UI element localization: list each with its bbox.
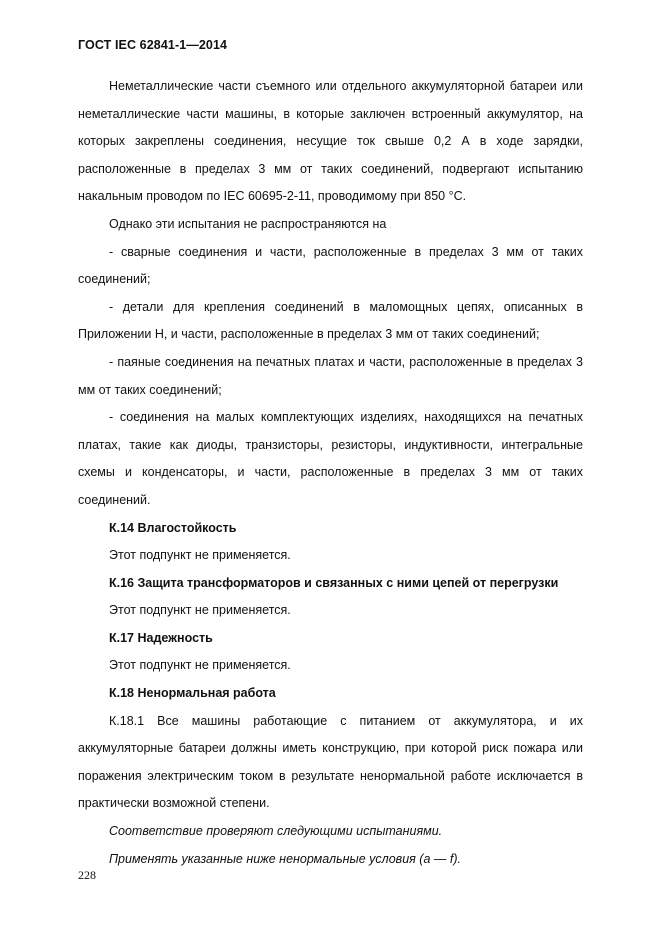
list-item-low-power: - детали для крепления соединений в маломощных цепях, описанных в Приложении Н, и части, расположенные в пределах 3 мм от таких соединений; (78, 299, 583, 342)
section-heading-k17: К.17 Надежность (109, 630, 213, 645)
section-heading-k16: К.16 Защита трансформаторов и связанных с ними цепей от перегрузки (109, 575, 559, 590)
compliance-note: Соответствие проверяют следующими испытаниями. (109, 824, 443, 839)
document-header: ГОСТ IEC 62841-1—2014 (78, 38, 228, 52)
section-heading-k18: К.18 Ненормальная работа (109, 686, 276, 701)
section-text-k14: Этот подпункт не применяется. (109, 548, 291, 563)
section-heading-k14: К.14 Влагостойкость (109, 520, 237, 535)
paragraph-exceptions-intro: Однако эти испытания не распространяются на (109, 216, 387, 231)
list-item-welded: - сварные соединения и части, расположенные в пределах 3 мм от таких соединений; (78, 244, 583, 287)
document-body (78, 73, 583, 873)
section-text-k17: Этот подпункт не применяется. (109, 658, 291, 673)
section-text-k18-1: К.18.1 Все машины работающие с питанием от аккумулятора, и их аккумуляторные батареи должны иметь конструкцию, при которой риск пожара или поражения электрическим током в результате ненормальной работе исключается в практически возможной степени. (78, 713, 583, 811)
page-number: 228 (78, 868, 96, 882)
abnormal-conditions-note: Применять указанные ниже ненормальные условия (а — f). (109, 851, 461, 866)
list-item-soldered: - паяные соединения на печатных платах и части, расположенные в пределах 3 мм от таких соединений; (78, 354, 583, 397)
paragraph-nonmetallic-parts: Неметаллические части съемного или отдельного аккумуляторной батареи или неметаллические части машины, в которые заключен встроенный аккумулятор, на которых закреплены соединения, несущие ток свыше 0,2 А в ходе зарядки, расположенные в пределах 3 мм от таких соединений, подвергают испытанию накальным проводом по IEC 60695-2-11, проводимому при 850 °С. (78, 79, 583, 204)
list-item-small-components: - соединения на малых комплектующих изделиях, находящихся на печатных платах, такие как диоды, транзисторы, резисторы, индуктивности, интегральные схемы и конденсаторы, и части, расположенные в пределах 3 мм от таких соединений. (78, 410, 583, 507)
section-text-k16: Этот подпункт не применяется. (109, 603, 291, 618)
